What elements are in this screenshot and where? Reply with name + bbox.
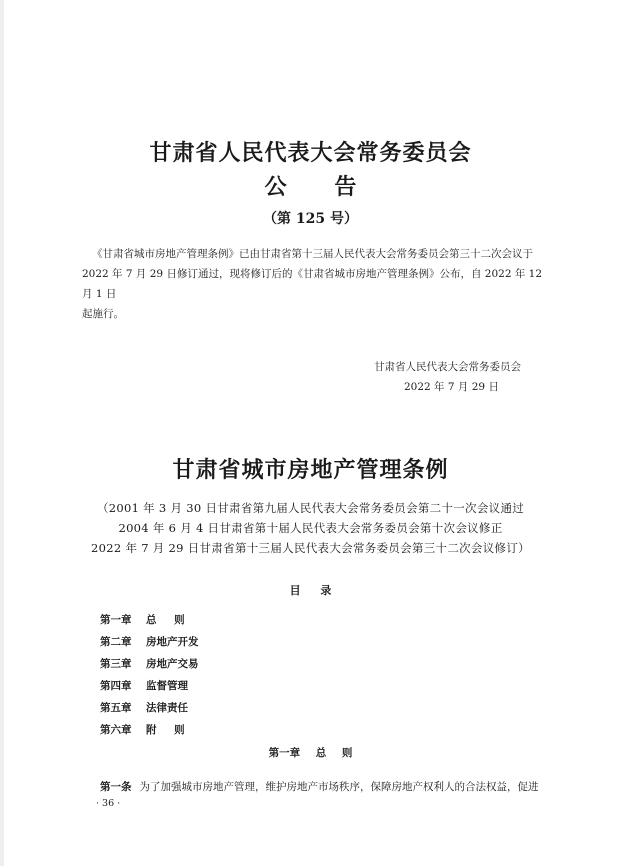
toc-chapter-number: 第一章 (100, 614, 132, 626)
toc-chapter-number: 第三章 (100, 658, 132, 670)
toc-chapter-name: 房地产交易 (146, 658, 199, 670)
regulation-title: 甘肃省城市房地产管理条例 (172, 457, 449, 483)
announcement-subtitle: 公 告 (264, 174, 357, 200)
announcement-title: 甘肃省人民代表大会常务委员会 (149, 140, 472, 166)
article-label: 第一条 (100, 781, 132, 793)
toc-item[interactable] (100, 722, 185, 737)
toc-chapter-name: 总 则 (146, 614, 185, 626)
toc-chapter-number: 第四章 (100, 680, 132, 692)
toc-chapter-name: 附 则 (146, 724, 185, 736)
article-text: 为了加强城市房地产管理，维护房地产市场秩序，保障房地产权利人的合法权益，促进 (139, 781, 539, 793)
announcement-body-line: 《甘肃省城市房地产管理条例》已由甘肃省第十三届人民代表大会常务委员会第三十二次会议于 (92, 248, 533, 260)
toc-item[interactable] (100, 612, 185, 627)
page-number: · 36 · (96, 798, 121, 809)
announcement-body-line: 起施行。 (82, 308, 124, 320)
chapter-heading: 第一章 总 则 (268, 747, 353, 759)
toc-item[interactable] (100, 678, 188, 693)
article-paragraph (100, 779, 539, 794)
toc-chapter-name: 房地产开发 (146, 636, 199, 648)
regulation-history-line: 2004 年 6 月 4 日甘肃省第十届人民代表大会常务委员会第十次会议修正 (118, 521, 503, 535)
regulation-history-line: （2001 年 3 月 30 日甘肃省第九届人民代表大会常务委员会第二十一次会议通过 (96, 501, 525, 515)
toc-chapter-number: 第六章 (100, 724, 132, 736)
toc-item[interactable] (100, 700, 188, 715)
toc-chapter-number: 第二章 (100, 636, 132, 648)
regulation-history-line: 2022 年 7 月 29 日甘肃省第十三届人民代表大会常务委员会第三十二次会议修订） (91, 541, 530, 555)
toc-chapter-number: 第五章 (100, 702, 132, 714)
document-page (4, 0, 617, 866)
signature-organization: 甘肃省人民代表大会常务委员会 (374, 361, 521, 373)
announcement-issue-number: （第 125 号） (263, 211, 358, 227)
signature-date: 2022 年 7 月 29 日 (404, 381, 499, 393)
toc-item[interactable] (100, 634, 199, 649)
announcement-body (82, 244, 552, 324)
toc-title: 目 录 (289, 584, 332, 597)
toc-item[interactable] (100, 656, 199, 671)
announcement-body-line: 2022 年 7 月 29 日修订通过，现将修订后的《甘肃省城市房地产管理条例》公布，自 2022 年 12 月 1 日 (82, 268, 543, 300)
toc-chapter-name: 法律责任 (146, 702, 188, 714)
toc-chapter-name: 监督管理 (146, 680, 188, 692)
